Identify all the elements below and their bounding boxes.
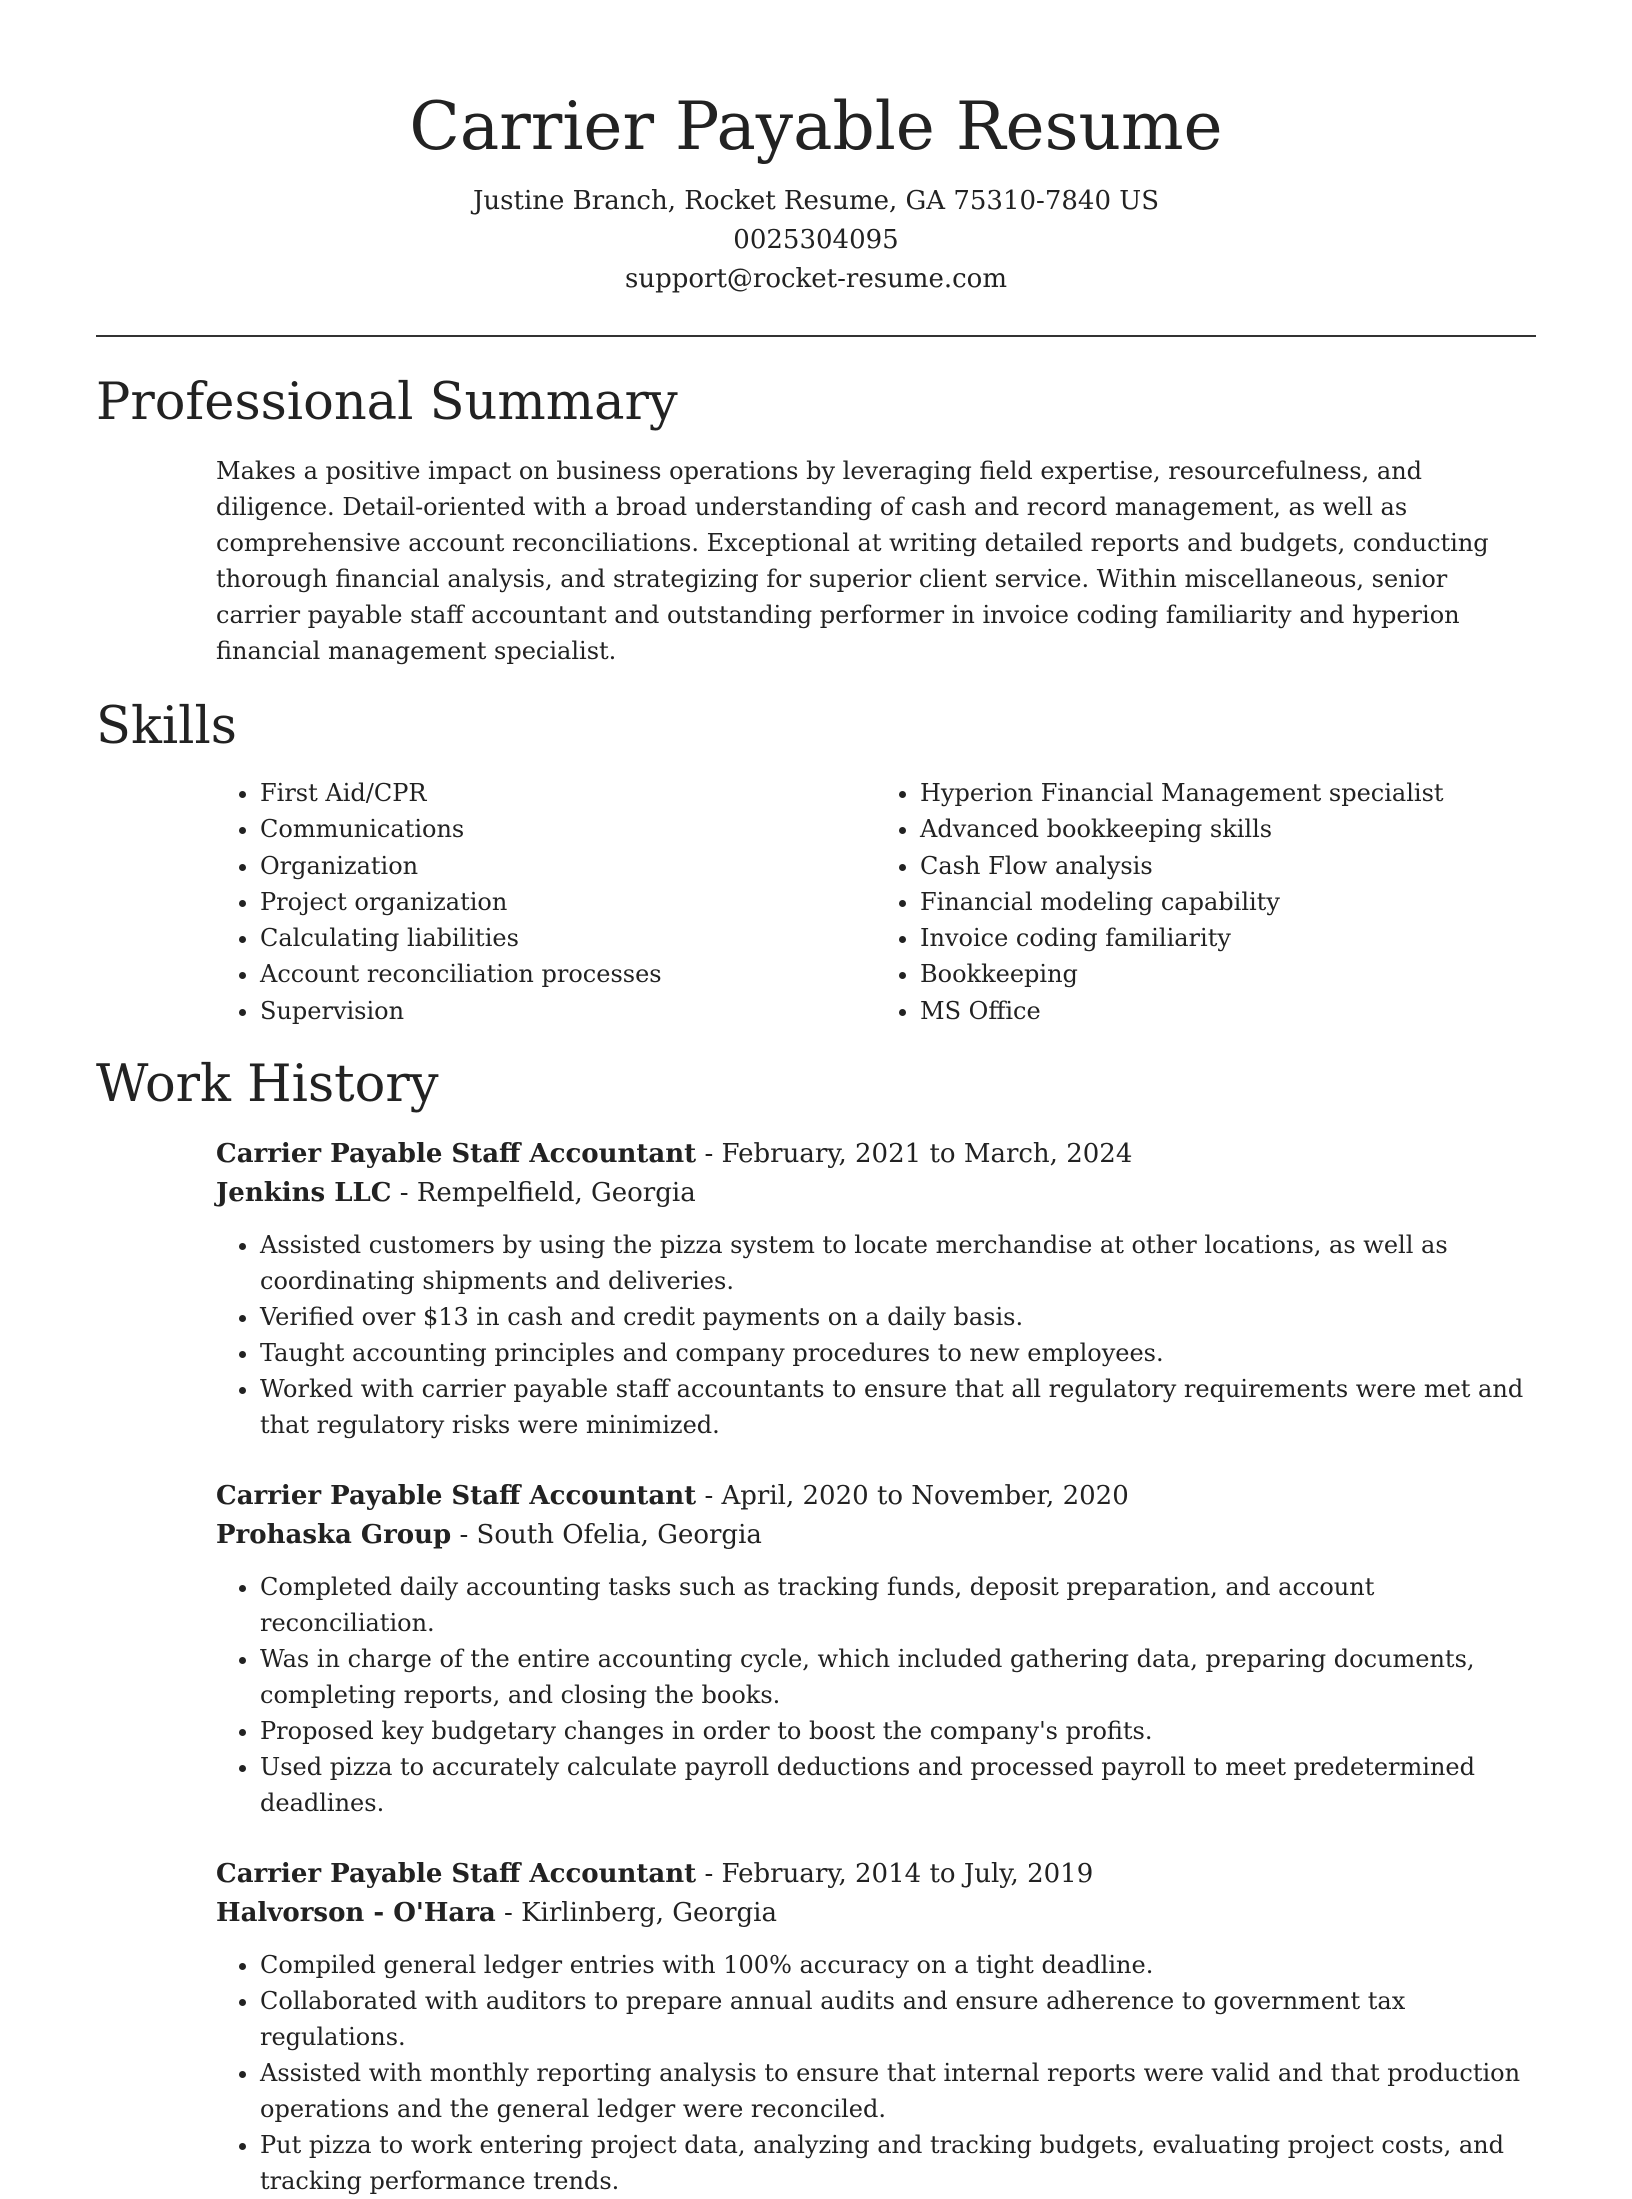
- skill-item: • Organization: [260, 848, 876, 884]
- duty-item: • Assisted customers by using the pizza system to locate merchandise at other locations, as well as coordinating shipments and deliveries.: [260, 1227, 1536, 1299]
- skill-item: • Cash Flow analysis: [920, 848, 1536, 884]
- skill-item: • Calculating liabilities: [260, 920, 876, 956]
- header-divider: [96, 335, 1536, 337]
- contact-phone: 0025304095: [733, 225, 899, 255]
- job-company: Halvorson - O'Hara: [216, 1898, 496, 1929]
- job-duties: [216, 1227, 1536, 1443]
- duty-item: • Collaborated with auditors to prepare annual audits and ensure adherence to government tax regulations.: [260, 1983, 1536, 2055]
- summary-text: Makes a positive impact on business operations by leveraging field expertise, resourcefulness, and diligence. Detail-oriented with a broad understanding of cash and record management, as well as comprehensive account reconciliations. Exceptional at writing detailed reports and budgets, conducting thorough financial analysis, and strategizing for superior client service. Within miscellaneous, senior carrier payable staff accountant and outstanding performer in invoice coding familiarity and hyperion financial management specialist.: [216, 457, 1489, 665]
- skill-item: • Hyperion Financial Management specialist: [920, 775, 1536, 811]
- contact-address: Justine Branch, Rocket Resume, GA 75310-7840 US: [472, 186, 1160, 216]
- duty-item: • Used pizza to accurately calculate payroll deductions and processed payroll to meet predetermined deadlines.: [260, 1749, 1536, 1821]
- summary-heading: Professional Summary: [96, 373, 678, 432]
- skills-heading: Skills: [96, 697, 237, 756]
- job-location: - South Ofelia, Georgia: [451, 1520, 762, 1551]
- skill-item: • Project organization: [260, 884, 876, 920]
- job-entry: [216, 1135, 1536, 1443]
- job-title-line: [216, 1477, 1536, 1516]
- skills-column-right: [876, 775, 1536, 1029]
- skill-item: • Invoice coding familiarity: [920, 920, 1536, 956]
- skill-item: • Communications: [260, 811, 876, 847]
- job-entry: [216, 1477, 1536, 1821]
- skill-item: • MS Office: [920, 993, 1536, 1029]
- job-entry: [216, 1855, 1536, 2199]
- job-duties: [216, 1569, 1536, 1821]
- job-company-line: [216, 1174, 1536, 1213]
- duty-item: • Taught accounting principles and company procedures to new employees.: [260, 1335, 1536, 1371]
- resume-header: [0, 0, 1632, 299]
- duty-item: • Worked with carrier payable staff accountants to ensure that all regulatory requirements were met and that regulatory risks were minimized.: [260, 1371, 1536, 1443]
- job-title-line: [216, 1855, 1536, 1894]
- contact-email: support@rocket-resume.com: [624, 264, 1007, 294]
- job-company-line: [216, 1894, 1536, 1933]
- skill-item: • First Aid/CPR: [260, 775, 876, 811]
- duty-item: • Compiled general ledger entries with 100% accuracy on a tight deadline.: [260, 1947, 1536, 1983]
- job-company-line: [216, 1516, 1536, 1555]
- job-dates: - April, 2020 to November, 2020: [696, 1481, 1129, 1512]
- job-title: Carrier Payable Staff Accountant: [216, 1859, 697, 1890]
- job-location: - Rempelfield, Georgia: [391, 1178, 696, 1209]
- duty-item: • Assisted with monthly reporting analysis to ensure that internal reports were valid and that production operations and the general ledger were reconciled.: [260, 2055, 1536, 2127]
- job-title: Carrier Payable Staff Accountant: [216, 1481, 697, 1512]
- skill-item: • Financial modeling capability: [920, 884, 1536, 920]
- resume-title: Carrier Payable Resume: [409, 88, 1223, 165]
- job-location: - Kirlinberg, Georgia: [495, 1898, 777, 1929]
- job-title: Carrier Payable Staff Accountant: [216, 1139, 697, 1170]
- duty-item: • Proposed key budgetary changes in order to boost the company's profits.: [260, 1713, 1536, 1749]
- duty-item: • Verified over $13 in cash and credit payments on a daily basis.: [260, 1299, 1536, 1335]
- skills-column-left: [216, 775, 876, 1029]
- skill-item: • Advanced bookkeeping skills: [920, 811, 1536, 847]
- job-title-line: [216, 1135, 1536, 1174]
- job-duties: [216, 1947, 1536, 2199]
- job-company: Prohaska Group: [216, 1520, 452, 1551]
- skill-item: • Supervision: [260, 993, 876, 1029]
- duty-item: • Completed daily accounting tasks such as tracking funds, deposit preparation, and account reconciliation.: [260, 1569, 1536, 1641]
- skill-item: • Bookkeeping: [920, 956, 1536, 992]
- skill-item: • Account reconciliation processes: [260, 956, 876, 992]
- work-history-heading: Work History: [96, 1055, 439, 1115]
- job-dates: - February, 2014 to July, 2019: [696, 1859, 1094, 1890]
- duty-item: • Was in charge of the entire accounting cycle, which included gathering data, preparing documents, completing reports, and closing the books.: [260, 1641, 1536, 1713]
- duty-item: • Put pizza to work entering project data, analyzing and tracking budgets, evaluating project costs, and tracking performance trends.: [260, 2127, 1536, 2199]
- skills-list: [216, 775, 1536, 1029]
- job-dates: - February, 2021 to March, 2024: [696, 1139, 1133, 1170]
- job-company: Jenkins LLC: [216, 1178, 392, 1209]
